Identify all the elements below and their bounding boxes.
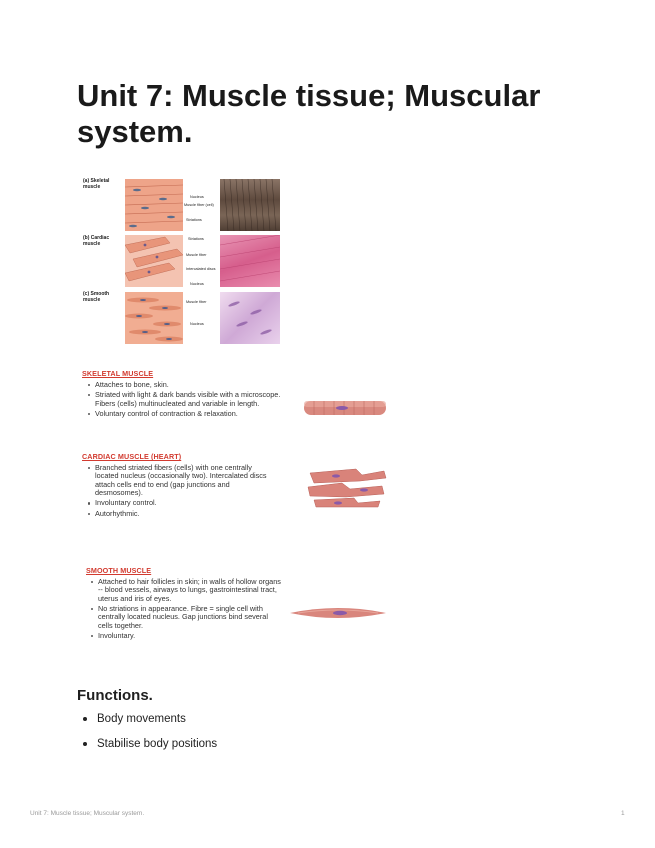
smooth-fiber-illustration [288, 604, 388, 622]
annotation-striations-skeletal: Striations [186, 218, 202, 222]
smooth-muscle-list [89, 578, 283, 642]
list-item: Striated with light & dark bands visible with a microscope. Fibers (cells) multinucleated and variable in length. [86, 391, 286, 408]
muscle-tissue-figure [80, 175, 285, 350]
annotation-muscle-fiber-skeletal: Muscle fiber (cell) [184, 203, 214, 207]
smooth-drawing [125, 292, 183, 344]
smooth-micrograph [220, 292, 280, 344]
list-item: Body movements [80, 712, 217, 726]
figure-label-skeletal: (a) Skeletal muscle [83, 178, 110, 190]
cardiac-muscle-list [86, 464, 276, 520]
page-title: Unit 7: Muscle tissue; Muscular system. [77, 78, 541, 149]
list-item: Attaches to bone, skin. [86, 381, 286, 389]
skeletal-drawing [125, 179, 183, 231]
list-item: Involuntary control. [86, 499, 276, 507]
cardiac-fiber-illustration [306, 465, 388, 509]
cardiac-micrograph [220, 235, 280, 287]
annotation-nucleus-cardiac: Nucleus [190, 282, 204, 286]
annotation-nucleus-skeletal: Nucleus [190, 195, 204, 199]
cardiac-muscle-heading: CARDIAC MUSCLE (HEART) [82, 452, 182, 461]
annotation-intercalated-discs: Intercalated discs [186, 267, 216, 271]
annotation-striations-cardiac: Striations [188, 237, 204, 241]
list-item: No striations in appearance. Fibre = single cell with centrally located nucleus. Gap junctions bind several cells together. [89, 605, 283, 630]
annotation-muscle-fiber-smooth: Muscle fiber [186, 300, 207, 304]
list-item: Involuntary. [89, 632, 283, 640]
footer-title: Unit 7: Muscle tissue; Muscular system. [30, 810, 145, 817]
figure-label-smooth: (c) Smooth muscle [83, 291, 110, 303]
list-item: Stabilise body positions [80, 737, 217, 751]
skeletal-muscle-heading: SKELETAL MUSCLE [82, 369, 154, 378]
list-item: Voluntary control of contraction & relaxation. [86, 410, 286, 418]
list-item: Autorhythmic. [86, 510, 276, 518]
skeletal-muscle-list [86, 381, 286, 420]
cardiac-drawing [125, 235, 183, 287]
skeletal-micrograph [220, 179, 280, 231]
smooth-muscle-heading: SMOOTH MUSCLE [86, 566, 152, 575]
annotation-nucleus-smooth: Nucleus [190, 322, 204, 326]
skeletal-fiber-illustration [302, 398, 388, 418]
functions-list [80, 712, 217, 762]
list-item: Branched striated fibers (cells) with one centrally located nucleus (occasionally two). Intercalated discs attach cells end to end (gap junctions and desmosomes). [86, 464, 276, 498]
list-item: Attached to hair follicles in skin; in walls of hollow organs -- blood vessels, airways to lungs, gastrointestinal tract, uterus and iris of eyes. [89, 578, 283, 603]
page-number: 1 [621, 810, 625, 817]
figure-label-cardiac: (b) Cardiac muscle [83, 235, 110, 247]
functions-heading: Functions. [77, 687, 153, 704]
annotation-muscle-fiber-cardiac: Muscle fiber [186, 253, 207, 257]
